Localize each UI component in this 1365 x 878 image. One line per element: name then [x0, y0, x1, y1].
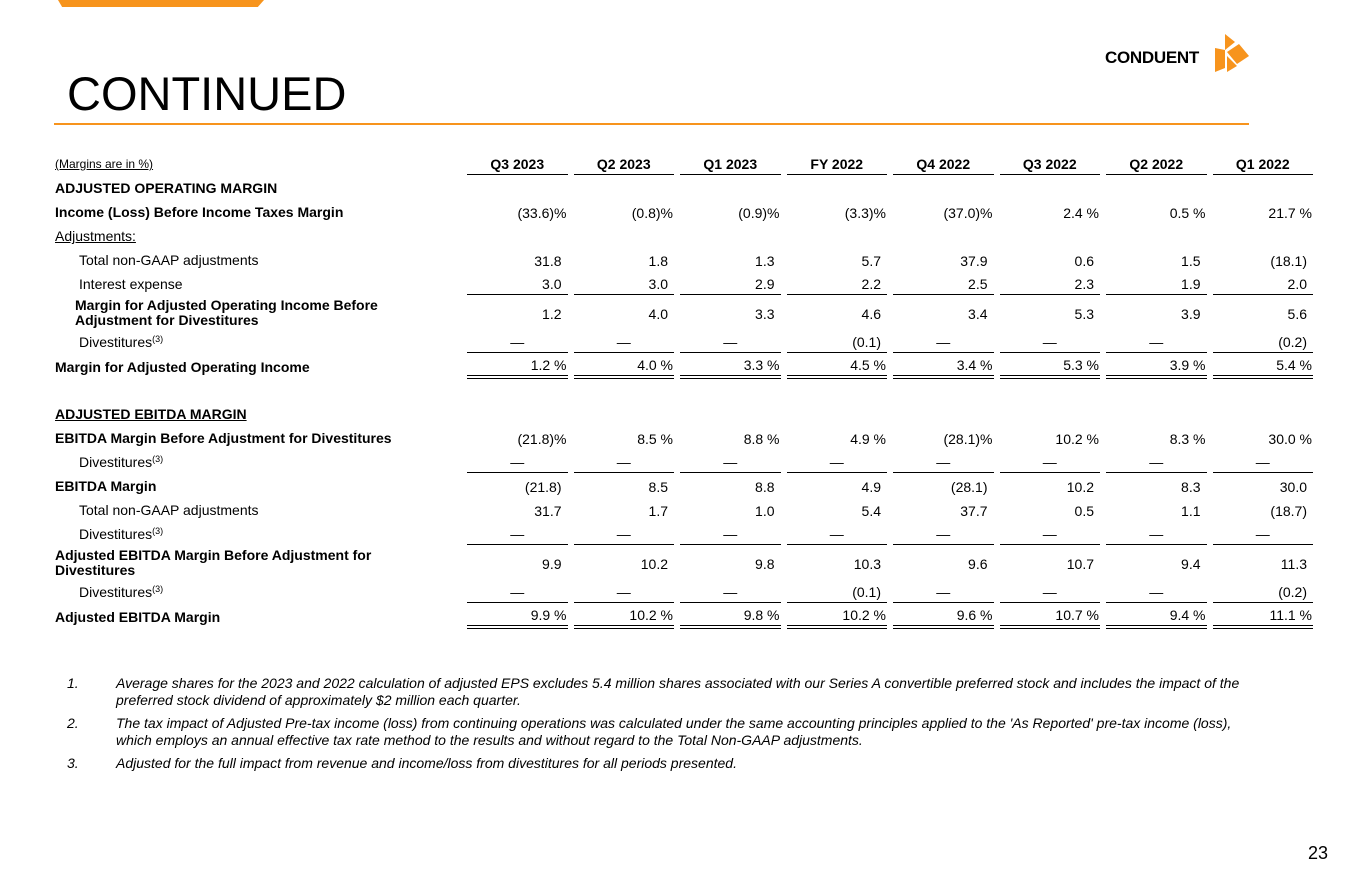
footnotes	[67, 675, 1267, 778]
cell: —	[1213, 451, 1314, 473]
cell: —	[1000, 451, 1101, 473]
cell: 9.6 %	[893, 604, 994, 629]
cell: 10.2 %	[1055, 430, 1099, 447]
cell: 3.0	[467, 273, 568, 295]
footnote-text: Average shares for the 2023 and 2022 calculation of adjusted EPS excludes 5.4 million shares associated with our Series A convertible preferred stock and includes the impact of the preferred stock dividend of approximately $2 million each quarter.	[116, 675, 1240, 708]
cell: 5.7	[861, 252, 881, 269]
cell: 3.4	[968, 305, 988, 322]
cell: 1.7	[648, 502, 668, 519]
cell: —	[787, 523, 888, 545]
cell: 8.3	[1181, 478, 1201, 495]
cell: 5.6	[1287, 305, 1307, 322]
cell: (0.1)	[787, 331, 888, 353]
table-row	[55, 200, 1316, 224]
cell: 30.0	[1279, 478, 1307, 495]
cell: 4.6	[861, 305, 881, 322]
cell: 4.9	[861, 478, 881, 495]
cell: 3.4 %	[893, 354, 994, 379]
cell: (37.0)%	[943, 204, 993, 221]
cell: —	[467, 451, 568, 473]
row-label: Margin for Adjusted Operating Income Before Adjustment for Divestitures	[75, 297, 378, 328]
cell: 9.9	[542, 555, 562, 572]
footnote-text: The tax impact of Adjusted Pre-tax income (loss) from continuing operations was calculated under the same accounting principles applied to the 'As Reported' pre-tax income (loss), which employs an annual effective tax rate method to the results and without regard to the Total Non-GAAP adjustments.	[116, 715, 1232, 748]
accent-bar	[58, 0, 264, 7]
footnote	[67, 755, 1267, 772]
cell: —	[574, 523, 675, 545]
cell: (28.1)%	[943, 430, 993, 447]
cell: 9.6	[968, 555, 988, 572]
column-header: Q3 2022	[997, 152, 1104, 176]
table-row	[55, 604, 1316, 629]
cell: 8.3 %	[1169, 430, 1206, 447]
cell: 1.8	[648, 252, 668, 269]
cell: (28.1)	[950, 478, 988, 495]
cell: (0.8)%	[631, 204, 673, 221]
cell: —	[680, 581, 781, 603]
cell: 4.0 %	[574, 354, 675, 379]
cell: (0.2)	[1213, 331, 1314, 353]
table-row	[55, 580, 1316, 604]
cell: —	[574, 451, 675, 473]
cell: 2.9	[680, 273, 781, 295]
cell: 10.7 %	[1000, 604, 1101, 629]
table-row	[55, 330, 1316, 354]
cell: —	[893, 331, 994, 353]
cell: —	[1213, 523, 1314, 545]
cell: (0.1)	[787, 581, 888, 603]
cell: 37.7	[960, 502, 988, 519]
cell: 10.3	[853, 555, 881, 572]
cell: (18.7)	[1270, 502, 1307, 519]
spacer-row	[55, 379, 1316, 402]
cell: 11.1 %	[1213, 604, 1314, 629]
cell: 8.5 %	[637, 430, 673, 447]
row-label: Total non-GAAP adjustments	[79, 502, 259, 518]
cell: (21.8)	[524, 478, 562, 495]
row-label: Divestitures$^{(3)}$	[79, 526, 164, 542]
row-label: Adjusted EBITDA Margin Before Adjustment for Divestitures	[55, 547, 372, 578]
row-label: Divestitures$^{(3)}$	[79, 334, 164, 350]
page-title: CONTINUED	[67, 67, 347, 120]
cell: —	[680, 451, 781, 473]
footnote-text: Adjusted for the full impact from revenue and income/loss from divestitures for all periods presented.	[116, 755, 737, 771]
cell: 0.5 %	[1169, 204, 1206, 221]
cell: 5.4 %	[1213, 354, 1314, 379]
cell: —	[680, 331, 781, 353]
table-row	[55, 224, 1316, 248]
cell: 21.7 %	[1268, 204, 1312, 221]
cell: 3.9 %	[1106, 354, 1207, 379]
cell: —	[1106, 581, 1207, 603]
cell: 3.0	[574, 273, 675, 295]
column-header: Q4 2022	[890, 152, 997, 176]
cell: —	[574, 331, 675, 353]
cell: 2.4 %	[1063, 204, 1099, 221]
cell: (21.8)%	[517, 430, 567, 447]
cell: —	[1000, 331, 1101, 353]
cell: 8.8 %	[743, 430, 780, 447]
cell: —	[467, 581, 568, 603]
cell: 8.5	[648, 478, 668, 495]
cell: 10.2	[1066, 478, 1094, 495]
title-divider	[54, 123, 1249, 125]
footnote	[67, 715, 1267, 749]
cell: 37.9	[960, 252, 988, 269]
cell: 4.0	[648, 305, 668, 322]
table-row	[55, 498, 1316, 522]
cell: 5.3	[1074, 305, 1094, 322]
table-row	[55, 272, 1316, 296]
table-row	[55, 450, 1316, 474]
footnote	[67, 675, 1267, 709]
column-header: Q1 2022	[1210, 152, 1317, 176]
cell: —	[893, 581, 994, 603]
cell: 30.0 %	[1268, 430, 1312, 447]
cell: 9.4 %	[1106, 604, 1207, 629]
cell: 31.8	[534, 252, 562, 269]
cell: 9.8	[755, 555, 775, 572]
cell: 1.0	[755, 502, 775, 519]
cell: (33.6)%	[517, 204, 567, 221]
cell: 8.8	[755, 478, 775, 495]
column-header: FY 2022	[784, 152, 891, 176]
table-row	[55, 248, 1316, 272]
column-header: Q2 2022	[1103, 152, 1210, 176]
logo-text: CONDUENT	[1105, 48, 1199, 67]
cell: 1.5	[1181, 252, 1201, 269]
cell: 3.9	[1181, 305, 1201, 322]
cell: —	[1106, 451, 1207, 473]
row-label: Divestitures$^{(3)}$	[79, 454, 164, 470]
cell: —	[893, 523, 994, 545]
table-row	[55, 522, 1316, 546]
cell: 2.2	[787, 273, 888, 295]
cell: 1.2	[542, 305, 562, 322]
row-label: Margin for Adjusted Operating Income	[55, 358, 310, 375]
cell: —	[1000, 581, 1101, 603]
footnote-number: 1.	[67, 675, 79, 691]
section-heading-row	[55, 402, 1316, 426]
row-label: EBITDA Margin Before Adjustment for Divestitures	[55, 430, 392, 446]
units-note: (Margins are in %)	[55, 157, 154, 171]
cell: (0.9)%	[738, 204, 780, 221]
table-row	[55, 354, 1316, 379]
cell: —	[1106, 523, 1207, 545]
column-header: Q2 2023	[571, 152, 678, 176]
cell: 5.4	[861, 502, 881, 519]
cell: 0.6	[1074, 252, 1094, 269]
cell: 2.3	[1000, 273, 1101, 295]
adjustments-label: Adjustments:	[55, 228, 136, 244]
page-number: 23	[1308, 843, 1329, 863]
table-row	[55, 426, 1316, 450]
section-title-ebitda: ADJUSTED EBITDA MARGIN	[55, 406, 247, 422]
cell: —	[467, 523, 568, 545]
table-row	[55, 474, 1316, 498]
cell: 2.0	[1213, 273, 1314, 295]
row-label: EBITDA Margin	[55, 478, 157, 494]
cell: —	[467, 331, 568, 353]
row-label: Total non-GAAP adjustments	[79, 252, 259, 268]
cell: 10.2 %	[574, 604, 675, 629]
margin-reconciliation-table	[55, 152, 1316, 629]
cell: 1.3	[755, 252, 775, 269]
cell: —	[1000, 523, 1101, 545]
cell: 10.2 %	[787, 604, 888, 629]
table-row	[55, 546, 1316, 580]
row-label: Income (Loss) Before Income Taxes Margin	[55, 204, 344, 220]
column-header: Q3 2023	[464, 152, 571, 176]
table-header-row	[55, 152, 1316, 176]
row-label: Adjusted EBITDA Margin	[55, 608, 221, 625]
row-label: Interest expense	[79, 276, 183, 292]
cell: 9.8 %	[680, 604, 781, 629]
cell: 3.3	[755, 305, 775, 322]
cell: 4.9 %	[850, 430, 886, 447]
row-label: Divestitures$^{(3)}$	[79, 584, 164, 600]
footnote-number: 2.	[67, 715, 79, 731]
cell: —	[787, 451, 888, 473]
section-heading-row	[55, 176, 1316, 200]
cell: —	[680, 523, 781, 545]
section-title-operating: ADJUSTED OPERATING MARGIN	[55, 180, 278, 196]
cell: 3.3 %	[680, 354, 781, 379]
table-row	[55, 296, 1316, 330]
column-header: Q1 2023	[677, 152, 784, 176]
cell: 9.4	[1181, 555, 1201, 572]
cell: 11.3	[1280, 555, 1307, 572]
cell: 1.1	[1181, 502, 1201, 519]
cell: (3.3)%	[844, 204, 886, 221]
cell: 10.2	[640, 555, 668, 572]
cell: —	[574, 581, 675, 603]
cell: 2.5	[893, 273, 994, 295]
cell: 0.5	[1074, 502, 1094, 519]
cell: 9.9 %	[467, 604, 568, 629]
cell: 4.5 %	[787, 354, 888, 379]
cell: (18.1)	[1270, 252, 1307, 269]
cell: 10.7	[1066, 555, 1094, 572]
cell: —	[1106, 331, 1207, 353]
conduent-mark-icon	[1211, 34, 1251, 74]
cell: 5.3 %	[1000, 354, 1101, 379]
cell: (0.2)	[1213, 581, 1314, 603]
conduent-logo	[1105, 34, 1255, 76]
cell: 31.7	[534, 502, 562, 519]
cell: —	[893, 451, 994, 473]
footnote-number: 3.	[67, 755, 79, 771]
cell: 1.9	[1106, 273, 1207, 295]
cell: 1.2 %	[467, 354, 568, 379]
